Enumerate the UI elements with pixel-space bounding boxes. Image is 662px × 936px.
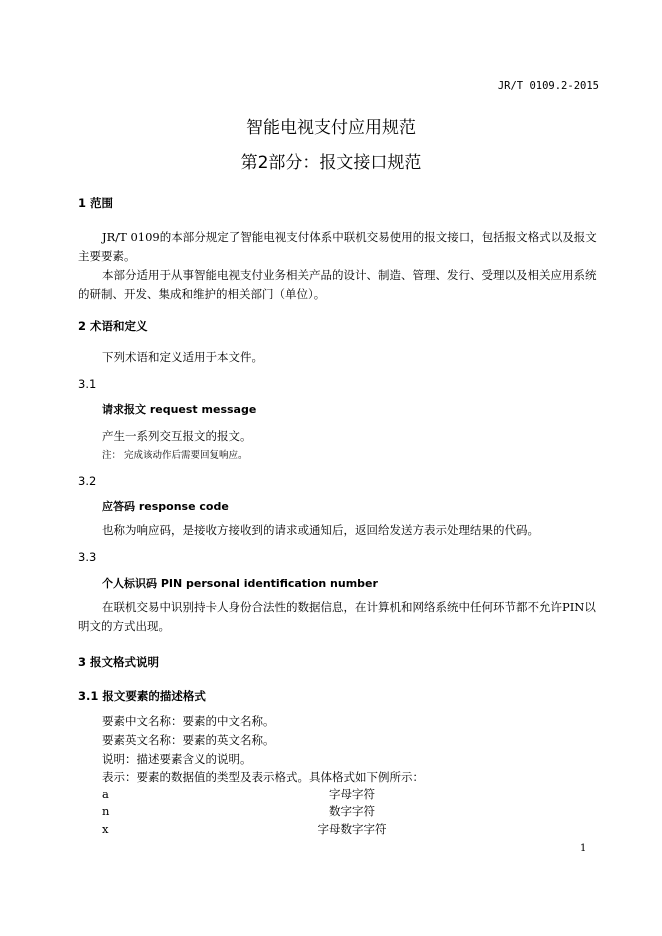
term-note: 注： 完成该动作后需要回复响应。 [102, 450, 248, 461]
section-1-heading: 1 范围 [78, 196, 114, 210]
format-line: 表示：要素的数据值的类型及表示格式。具体格式如下例所示： [102, 770, 424, 784]
section-1-paragraph-1: JR/T 0109的本部分规定了智能电视支付体系中联机交易使用的报文接口，包括报文格式以及报文主要要素。 [78, 230, 597, 263]
section-3-heading: 3 报文格式说明 [78, 655, 160, 669]
section-3-1-heading: 3.1 报文要素的描述格式 [78, 689, 206, 703]
format-line: 要素英文名称：要素的英文名称。 [102, 733, 275, 747]
section-2-heading: 2 术语和定义 [78, 319, 148, 333]
page-number: 1 [580, 843, 587, 854]
format-line: 要素中文名称：要素的中文名称。 [102, 714, 275, 728]
section-2-intro: 下列术语和定义适用于本文件。 [102, 350, 263, 364]
standard-number: JR/T 0109.2-2015 [497, 80, 599, 92]
format-line: 说明：描述要素含义的说明。 [102, 752, 252, 766]
document-subtitle: 第2部分：报文接口规范 [240, 153, 422, 173]
format-description: 字母字符 [329, 787, 375, 801]
term-number: 3.2 [78, 474, 97, 488]
document-title: 智能电视支付应用规范 [246, 118, 416, 138]
term-number: 3.1 [78, 377, 97, 391]
term-definition: 也称为响应码，是接收方接收到的请求或通知后，返回给发送方表示处理结果的代码。 [102, 523, 539, 537]
term-definition: 产生一系列交互报文的报文。 [102, 429, 252, 443]
term-definition: 在联机交易中识别持卡人身份合法性的数据信息，在计算机和网络系统中任何环节都不允许PIN以明文的方式出现。 [78, 600, 596, 633]
format-code: n [102, 804, 110, 818]
term-title: 应答码 response code [102, 500, 229, 513]
term-title: 个人标识码 PIN personal identification number [102, 577, 378, 590]
term-number: 3.3 [78, 550, 97, 564]
format-description: 数字字符 [329, 804, 375, 818]
format-description: 字母数字字符 [317, 822, 387, 836]
format-code: x [102, 822, 109, 836]
term-title: 请求报文 request message [102, 403, 257, 416]
section-1-paragraph-2: 本部分适用于从事智能电视支付业务相关产品的设计、制造、管理、发行、受理以及相关应用系统的研制、开发、集成和维护的相关部门（单位）。 [78, 268, 597, 301]
format-code: a [102, 787, 109, 801]
